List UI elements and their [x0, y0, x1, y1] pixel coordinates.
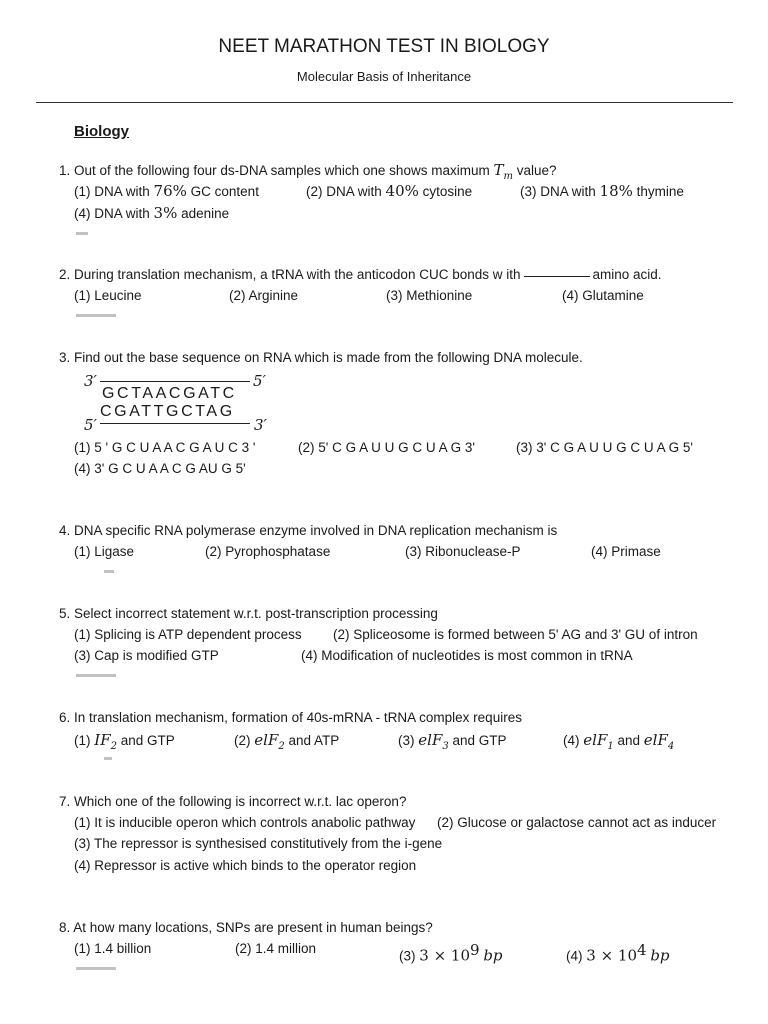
option-8-4: (4) $3 \times 10^4$ bp — [566, 941, 670, 965]
option-6-2: (2) elF$_2$ and ATP — [234, 731, 340, 752]
option-8-3: (3) $3 \times 10^9$ bp — [399, 941, 503, 965]
option-3-3: (3) 3' C G A U U G C U A G 5' — [516, 440, 693, 455]
option-3-1: (1) 5 ' G C U A A C G A U C 3 ' — [74, 440, 256, 455]
question-text: Which one of the following is incorrect w.r.t. lac operon? — [74, 794, 407, 809]
option-1-1: (1) DNA with 76% GC content — [74, 182, 259, 200]
dna-bottom-sequence: CGATTGCTAG — [100, 403, 235, 420]
text-fragment — [76, 314, 116, 317]
question-text: Find out the base sequence on RNA which is made from the following DNA molecule. — [74, 350, 583, 365]
dna-top-strand-line — [100, 381, 250, 382]
text-fragment — [76, 232, 88, 235]
question-text: At how many locations, SNPs are present in human beings? — [73, 920, 433, 935]
dna-bottom-right-label: 3′ — [254, 416, 267, 434]
question-text-end: amino acid. — [592, 267, 662, 282]
header-divider — [36, 102, 733, 103]
question-3 — [59, 350, 583, 365]
question-2 — [59, 267, 662, 282]
question-4 — [59, 523, 557, 538]
question-text: During translation mechanism, a tRNA with the anticodon CUC bonds w ith — [74, 267, 521, 282]
question-text: Select incorrect statement w.r.t. post-transcription processing — [74, 606, 438, 621]
option-1-4: (4) DNA with 3% adenine — [74, 204, 230, 222]
question-text: DNA specific RNA polymerase enzyme involved in DNA replication mechanism is — [74, 523, 558, 538]
section-heading: Biology — [74, 123, 129, 140]
option-2-3: (3) Methionine — [386, 288, 473, 303]
option-1-2: (2) DNA with 40% cytosine — [306, 182, 473, 200]
question-number: 2. — [59, 267, 71, 282]
question-text-end: value? — [516, 163, 557, 178]
option-4-3: (3) Ribonuclease-P — [405, 544, 521, 559]
option-7-2: (2) Glucose or galactose cannot act as inducer — [437, 815, 717, 830]
option-6-1: (1) $IF_2$ and GTP — [74, 731, 175, 752]
option-2-1: (1) Leucine — [74, 288, 142, 303]
text-fragment — [104, 757, 112, 760]
question-number: 4. — [59, 523, 71, 538]
option-7-3: (3) The repressor is synthesised constitutively from the i-gene — [74, 836, 443, 851]
option-4-4: (4) Primase — [591, 544, 661, 559]
option-4-2: (2) Pyrophosphatase — [205, 544, 331, 559]
option-5-4: (4) Modification of nucleotides is most common in tRNA — [301, 648, 633, 663]
question-number: 5. — [59, 606, 71, 621]
dna-top-left-label: 3′ — [84, 372, 97, 390]
option-5-2: (2) Spliceosome is formed between 5' AG and 3' GU of intron — [333, 627, 698, 642]
question-5 — [59, 606, 438, 621]
page-subtitle: Molecular Basis of Inheritance — [296, 69, 472, 84]
question-6 — [59, 710, 522, 725]
page-title: NEET MARATHON TEST IN BIOLOGY — [218, 36, 550, 57]
option-7-1: (1) It is inducible operon which controls anabolic pathway — [74, 815, 416, 830]
text-fragment — [76, 967, 116, 970]
option-4-1: (1) Ligase — [74, 544, 135, 559]
dna-bottom-strand-line — [100, 423, 250, 424]
question-8 — [59, 920, 433, 935]
option-6-3: (3) elF$_3$ and GTP — [398, 731, 507, 752]
question-number: 7. — [59, 794, 71, 809]
question-text: Out of the following four ds-DNA samples which one shows maximum — [74, 163, 490, 178]
question-number: 6. — [59, 710, 71, 725]
option-2-2: (2) Arginine — [229, 288, 299, 303]
dna-top-sequence: GCTAACGATC — [102, 385, 237, 402]
option-5-3: (3) Cap is modified GTP — [74, 648, 219, 663]
dna-bottom-left-label: 5′ — [84, 416, 97, 434]
option-6-4: (4) elF$_1$ and elF$_4$ — [563, 731, 675, 752]
dna-top-right-label: 5′ — [253, 372, 266, 390]
dna-diagram — [78, 372, 288, 434]
question-number: 8. — [59, 920, 71, 935]
option-7-4: (4) Repressor is active which binds to the operator region — [74, 858, 417, 873]
option-3-2: (2) 5' C G A U U G C U A G 3' — [298, 440, 475, 455]
question-number: 1. — [59, 163, 71, 178]
question-1 — [59, 161, 557, 182]
question-7 — [59, 794, 406, 809]
answer-blank — [524, 276, 590, 277]
text-fragment — [104, 570, 114, 573]
option-3-4: (4) 3' G C U A A C G AU G 5' — [74, 461, 246, 476]
option-1-3: (3) DNA with 18% thymine — [520, 182, 684, 200]
option-2-4: (4) Glutamine — [562, 288, 644, 303]
question-text: In translation mechanism, formation of 40s-mRNA - tRNA complex requires — [74, 710, 522, 725]
text-fragment — [76, 674, 116, 677]
option-8-1: (1) 1.4 billion — [74, 941, 152, 956]
option-8-2: (2) 1.4 million — [235, 941, 317, 956]
option-5-1: (1) Splicing is ATP dependent process — [74, 627, 302, 642]
question-number: 3. — [59, 350, 71, 365]
math-tm: $T_m$ — [493, 161, 513, 182]
